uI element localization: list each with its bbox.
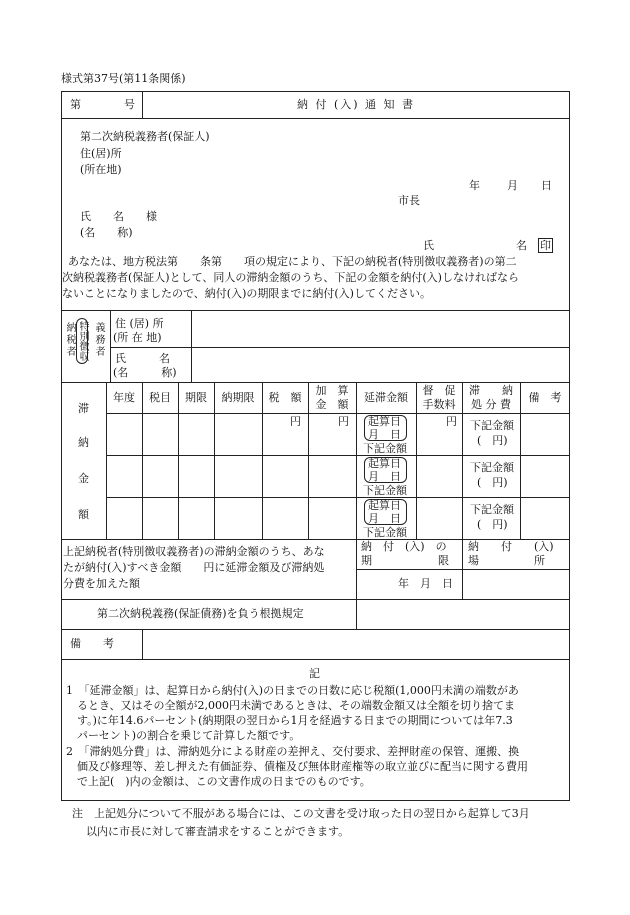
notes-title: 記: [309, 667, 320, 680]
body-line-2: 次納税義務者(保証人)として、同人の滞納金額のうち、下記の金額を納付(入)しなければなら: [62, 271, 519, 284]
header-note: 備 考: [528, 391, 562, 404]
delay-month-day-label: 月 日: [368, 470, 401, 483]
taxpayer-name-alt-label: (名 称): [113, 366, 177, 379]
date-day-label: 日: [541, 179, 552, 192]
divider: [356, 382, 357, 539]
divider: [356, 539, 357, 629]
delay-start-label: 起算日: [368, 499, 401, 512]
summary-line-3: 分費を加えた額: [63, 577, 140, 590]
divider: [142, 629, 143, 659]
seal-mark: 印: [540, 239, 551, 252]
summary-line-2: たが納付(入)すべき金額 円に延滞金額及び滞納処: [63, 561, 325, 574]
addressee-role: 第二次納税義務者(保証人): [80, 130, 210, 143]
note-2-line-3: で上記( )内の金額は、この文書作成の日までのものです。: [66, 775, 371, 788]
divider: [356, 569, 570, 570]
deadline-ymd-label: 年 月 日: [398, 577, 453, 590]
header-due-date: 納期限: [221, 391, 255, 404]
disposition-yen-bracket: ( 円): [477, 476, 508, 489]
number-go-label: 号: [124, 98, 135, 111]
form-id: 様式第37号(第11条関係): [61, 72, 186, 85]
divider: [61, 310, 570, 311]
remarks-label: 備 考: [70, 637, 114, 650]
arrears-side-label-1: 滞: [78, 402, 89, 415]
addressee-address-alt-label: (所在地): [80, 163, 122, 176]
header-disposition-cost-1: 滞 納: [469, 384, 513, 397]
arrears-side-label-3: 金: [78, 472, 89, 485]
summary-line-1: 上記納税者(特別徴収義務者)の滞納金額のうち、あな: [63, 545, 325, 558]
footnote-line-2: 以内に市長に対して審査請求をすることができます。: [86, 825, 350, 838]
deadline-label-2: 期 限: [361, 554, 449, 567]
yen-unit-fee: 円: [446, 415, 457, 428]
date-year-label: 年: [469, 179, 480, 192]
header-reminder-fee-1: 督 促: [422, 384, 456, 397]
divider: [520, 382, 521, 539]
divider: [106, 413, 570, 414]
delay-start-label: 起算日: [368, 457, 401, 470]
note-1-line-3: す。)に年14.6パーセント(納期限の翌日から1月を経過する日までの期間については年7.3: [66, 714, 513, 727]
addressee-name-alt-label: (名 称): [80, 226, 133, 239]
form-title: 納 付 (入) 通 知 書: [296, 98, 416, 111]
deadline-label-1: 納 付 (入) の: [361, 540, 447, 553]
divider: [142, 382, 143, 539]
header-additional-tax-1: 加 算: [315, 384, 349, 397]
payment-place-label-2: 場 所: [468, 554, 545, 567]
divider: [61, 382, 570, 383]
issuer-mei-label: 名: [516, 239, 527, 252]
divider: [178, 382, 179, 539]
header-tax-amount: 税 額: [268, 391, 302, 404]
footnote-line-1: 注 上記処分について不服がある場合には、この文書を受け取った日の翌日から起算して3月: [72, 807, 530, 820]
divider: [110, 347, 570, 348]
date-month-label: 月: [507, 179, 518, 192]
delay-month-day-label: 月 日: [368, 428, 401, 441]
note-2-line-1: 2 「滞納処分費」は、滞納処分による財産の差押え、交付要求、差押財産の保管、運搬、換: [66, 745, 520, 758]
divider: [106, 455, 570, 456]
divider: [214, 382, 215, 539]
header-delay-charge: 延滞金額: [364, 391, 408, 404]
disposition-below-amount: 下記金額: [470, 503, 514, 516]
delay-below-amount: 下記金額: [363, 484, 407, 497]
header-additional-tax-2: 金 額: [315, 398, 349, 411]
issuer-shi-label: 氏: [423, 239, 434, 252]
yen-unit-additional: 円: [338, 415, 349, 428]
mayor-label: 市長: [398, 194, 420, 207]
taxpayer-label-col3: 義務者: [93, 322, 104, 358]
divider: [61, 599, 570, 600]
divider: [106, 382, 107, 539]
taxpayer-address-label: 住 (居) 所: [115, 317, 164, 330]
delay-start-label: 起算日: [368, 415, 401, 428]
disposition-below-amount: 下記金額: [470, 461, 514, 474]
disposition-below-amount: 下記金額: [470, 419, 514, 432]
addressee-address-label: 住(居)所: [80, 147, 122, 160]
taxpayer-label-col2: 特別徴収: [76, 318, 88, 364]
liability-basis-label: 第二次納税義務(保証債務)を負う根拠規定: [97, 607, 304, 620]
header-tax-item: 税目: [149, 391, 171, 404]
header-period: 期限: [185, 391, 207, 404]
divider: [110, 310, 111, 382]
payment-place-label-1: 納 付 (入): [468, 540, 554, 553]
yen-unit-tax: 円: [290, 415, 301, 428]
arrears-side-label-2: 納: [78, 436, 89, 449]
header-reminder-fee-2: 手数料: [422, 398, 456, 411]
divider: [191, 310, 192, 382]
arrears-side-label-4: 額: [78, 508, 89, 521]
divider: [106, 497, 570, 498]
delay-below-amount: 下記金額: [363, 526, 407, 539]
delay-below-amount: 下記金額: [363, 442, 407, 455]
note-1-line-2: るとき、又はその全額が2,000円未満であるときは、その端数金額又は全額を切り捨てま: [66, 699, 516, 712]
taxpayer-address-alt-label: (所 在 地): [113, 331, 162, 344]
divider: [262, 382, 263, 539]
body-line-3: ないことになりましたので、納付(入)の期限までに納付(入)してください。: [62, 287, 431, 300]
delay-month-day-label: 月 日: [368, 512, 401, 525]
note-1-line-1: 1 「延滞金額」は、起算日から納付(入)の日までの日数に応じ税額(1,000円未満の端数があ: [66, 684, 519, 697]
header-disposition-cost-2: 処 分 費: [471, 398, 511, 411]
divider: [61, 629, 570, 630]
body-line-1: あなたは、地方税法第 条第 項の規定により、下記の納税者(特別徴収義務者)の第二: [68, 255, 517, 268]
note-1-line-4: パーセント)の割合を乗じて計算した額です。: [66, 729, 301, 742]
note-2-line-2: 価及び修理等、差し押えた有価証券、債権及び無体財産権等の取立並びに配当に関する費用: [66, 760, 528, 773]
addressee-name-label: 氏 名 様: [80, 210, 157, 223]
number-dai-label: 第: [70, 98, 81, 111]
divider: [61, 659, 570, 660]
divider: [61, 118, 570, 119]
header-year: 年度: [113, 391, 135, 404]
disposition-yen-bracket: ( 円): [477, 518, 508, 531]
disposition-yen-bracket: ( 円): [477, 434, 508, 447]
taxpayer-label-col1: 納税者: [64, 322, 75, 358]
taxpayer-name-label: 氏 名: [115, 352, 170, 365]
